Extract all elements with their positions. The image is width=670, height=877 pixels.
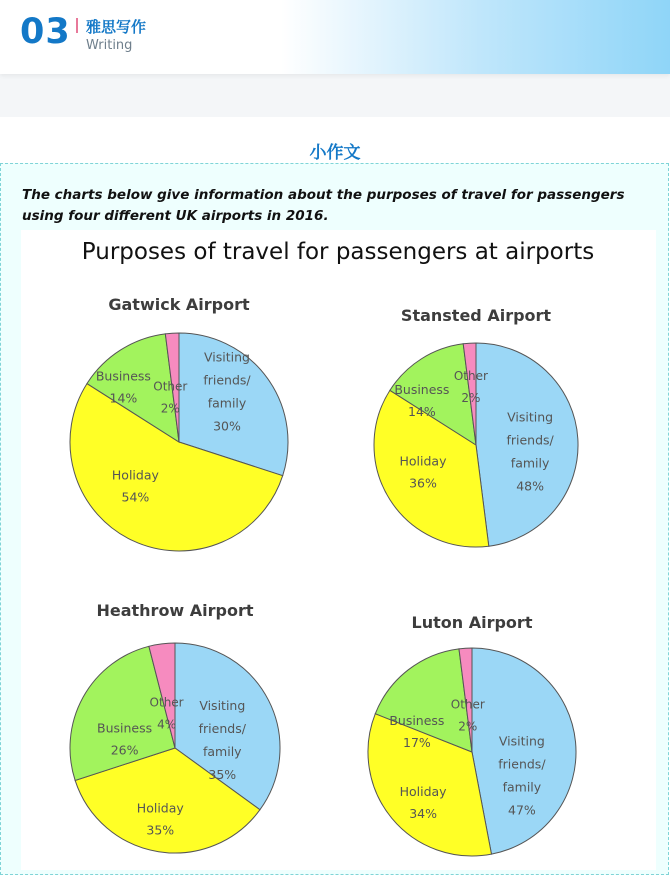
header-bar <box>0 0 670 74</box>
stansted-airport-label-holiday: Holiday 36% <box>399 453 447 491</box>
stansted-airport-title: Stansted Airport <box>400 306 552 325</box>
section-title-cn: 雅思写作 <box>86 18 147 36</box>
header-divider <box>76 18 78 33</box>
gatwick-airport-label-visiting-friends-family: Visiting friends/ family 30% <box>203 349 251 434</box>
stansted-airport-label-other: Other 2% <box>453 368 488 405</box>
stansted-airport-label-business: Business 14% <box>394 382 450 420</box>
subsection-title: 小作文 <box>309 143 361 163</box>
chart-figure <box>21 230 656 870</box>
heathrow-airport-label-business: Business 26% <box>97 720 153 758</box>
luton-airport-label-visiting-friends-family: Visiting friends/ family 47% <box>498 733 546 818</box>
heathrow-airport-title: Heathrow Airport <box>96 601 254 620</box>
luton-airport-title: Luton Airport <box>411 613 533 632</box>
heathrow-airport-label-other: Other 4% <box>149 695 184 732</box>
pie-charts-svg <box>21 230 656 870</box>
gatwick-airport-label-holiday: Holiday 54% <box>111 467 159 505</box>
section-title-en: Writing <box>86 38 133 53</box>
luton-airport-label-holiday: Holiday 34% <box>399 784 447 821</box>
luton-airport-slice-visiting-friends-family <box>472 648 576 854</box>
luton-airport-label-business: Business 17% <box>389 713 445 751</box>
heathrow-airport-label-holiday: Holiday 35% <box>136 800 184 838</box>
chart-main-title: Purposes of travel for passengers at airports <box>81 239 595 265</box>
stansted-airport-label-visiting-friends-family: Visiting friends/ family 48% <box>506 409 554 494</box>
gatwick-airport-title: Gatwick Airport <box>108 295 250 314</box>
gatwick-airport-label-other: Other 2% <box>153 379 188 416</box>
gatwick-airport-label-business: Business 14% <box>95 368 151 406</box>
task-prompt: The charts below give information about the purposes of travel for passengers using four different UK airports in 2016. <box>22 187 625 224</box>
section-number: 03 <box>20 12 71 52</box>
luton-airport-label-other: Other 2% <box>450 697 485 734</box>
heathrow-airport-label-visiting-friends-family: Visiting friends/ family 35% <box>198 698 246 783</box>
